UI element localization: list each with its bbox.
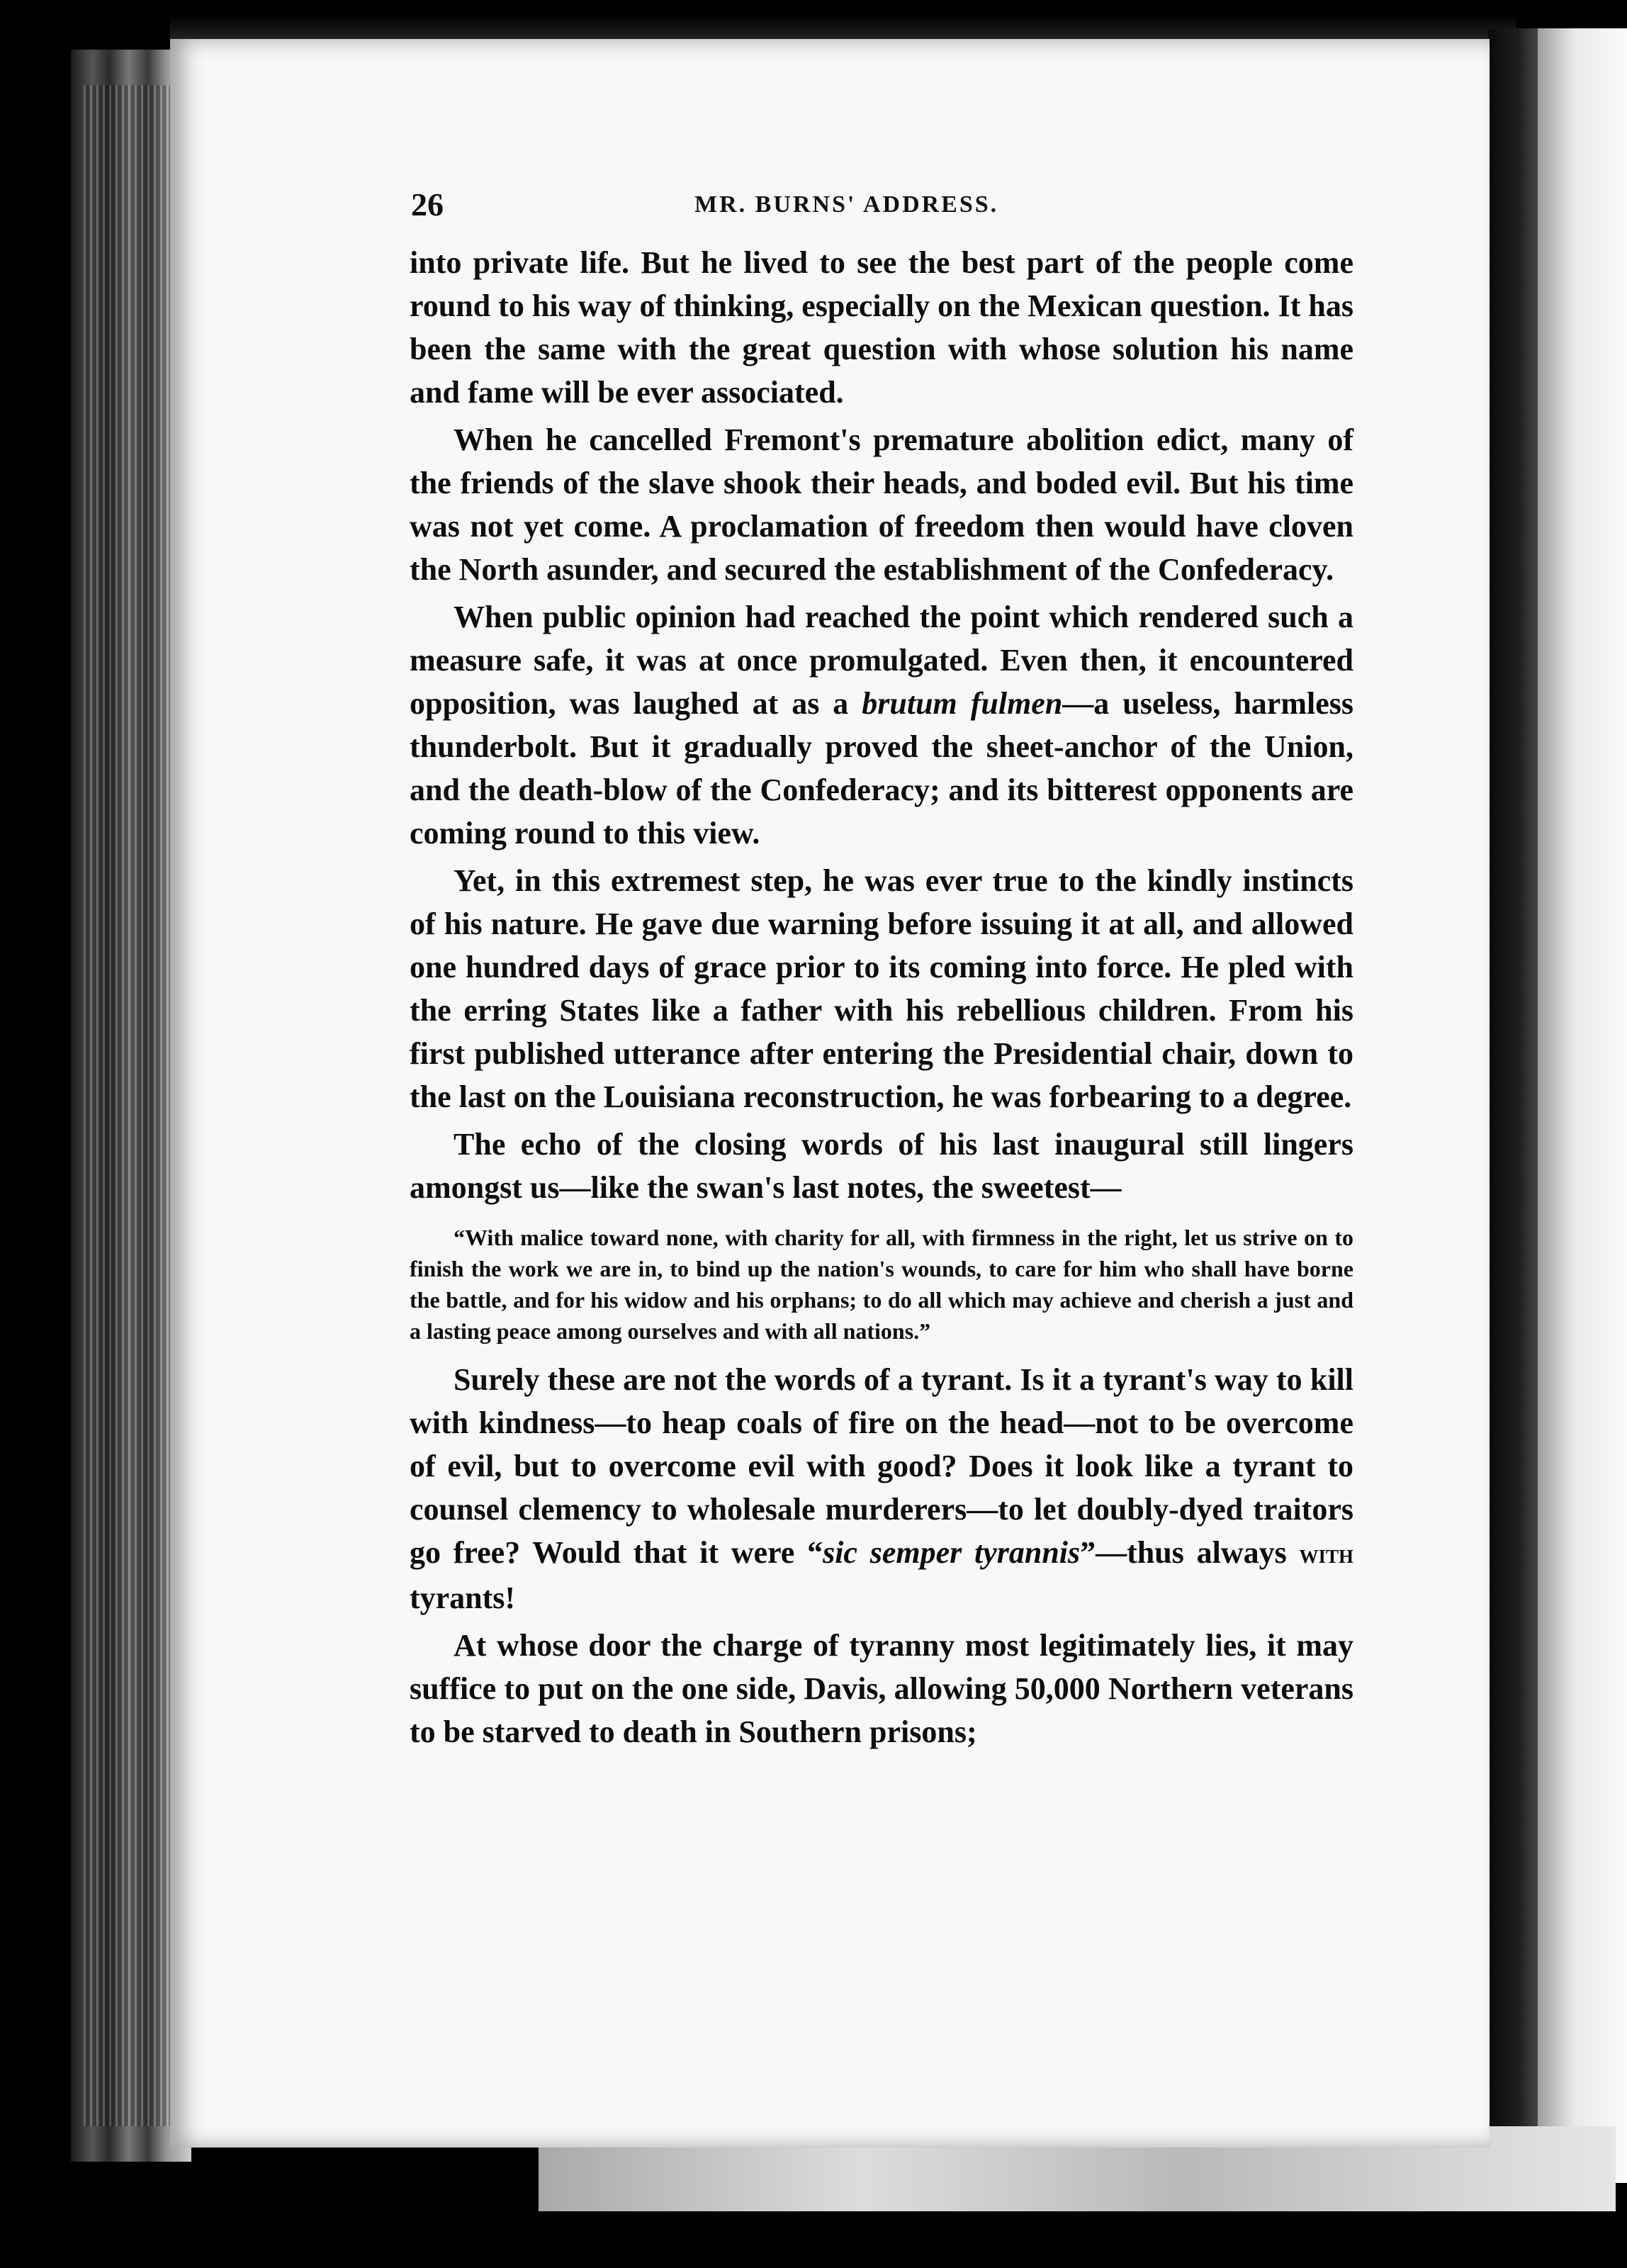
paragraph-3 (410, 595, 1353, 855)
paragraph-1: into private life. But he lived to see the best part of the people come round to his way of thinking, especially on the Mexican question. It has been the same with the great question with whose solution his name and fame will be ever associated. (410, 245, 1353, 410)
paragraph-6-italic: sic semper tyrannis (823, 1535, 1081, 1570)
paragraph-2: When he cancelled Fremont's premature abolition edict, many of the friends of the slave shook their heads, and boded evil. But his time was not yet come. A proclamation of freedom then would have cloven the North asunder, and secured the establishment of the Confederacy. (410, 422, 1353, 587)
running-title: MR. BURNS' ADDRESS. (694, 191, 999, 218)
paragraph-6 (410, 1358, 1353, 1619)
paragraph-3-dash: — (1062, 686, 1094, 721)
paragraph-6-tail-b: tyrants! (410, 1581, 516, 1615)
paragraph-3-rest: a useless, harmless thunderbolt. But it gradually proved the sheet-anchor of the Union, and the death-blow of the Confederacy; and its bitterest opponents are coming round to this view. (410, 686, 1353, 850)
body-text (410, 241, 1353, 1753)
page-number: 26 (411, 186, 444, 223)
paragraph-6-lead: Surely these are not the words of a tyrant. Is it a tyrant's way to kill with kindness—to heap coals of fire on the head—not to be overcome of evil, but to overcome evil with good? Does it look like a tyrant to counsel clemency to wholesale murderers—to let doubly-dyed traitors go free? Would that it were “ (410, 1362, 1353, 1570)
paragraph-3-italic: brutum fulmen (862, 686, 1063, 721)
paragraph-7: At whose door the charge of tyranny most legitimately lies, it may suffice to put on the one side, Davis, allowing 50,000 Northern veterans to be starved to death in Southern prisons; (410, 1628, 1353, 1749)
paragraph-4: Yet, in this extremest step, he was ever true to the kindly instincts of his nature. He gave due warning before issuing it at all, and allowed one hundred days of grace prior to its coming into force. He pled with the erring States like a father with his rebellious children. From his first published utterance after entering the Presidential chair, down to the last on the Louisiana reconstruction, he was forbearing to a degree. (410, 863, 1353, 1114)
paragraph-5: The echo of the closing words of his last inaugural still lingers amongst us—like the swan's last notes, the sweetest— (410, 1127, 1353, 1205)
paragraph-6-caps: with (1299, 1539, 1353, 1569)
running-header (411, 186, 1361, 228)
facing-page-edge (1538, 28, 1627, 2183)
gutter-shadow (1488, 28, 1538, 2183)
paragraph-6-tail-a: ”—thus always (1080, 1535, 1300, 1570)
page-edges (84, 85, 176, 2126)
inaugural-quote: “With malice toward none, with charity for all, with firmness in the right, let us strive on to finish the work we are in, to bind up the nation's wounds, to care for him who shall have borne the battle, and for his widow and his orphans; to do all which may achieve and cherish a just and a lasting peace among ourselves and with all nations.” (410, 1225, 1353, 1344)
paragraph-3-lead: When public opinion had reached the point which rendered such a measure safe, it was at once promulgated. Even then, it encountered opposition, was laughed at as a (410, 600, 1353, 721)
